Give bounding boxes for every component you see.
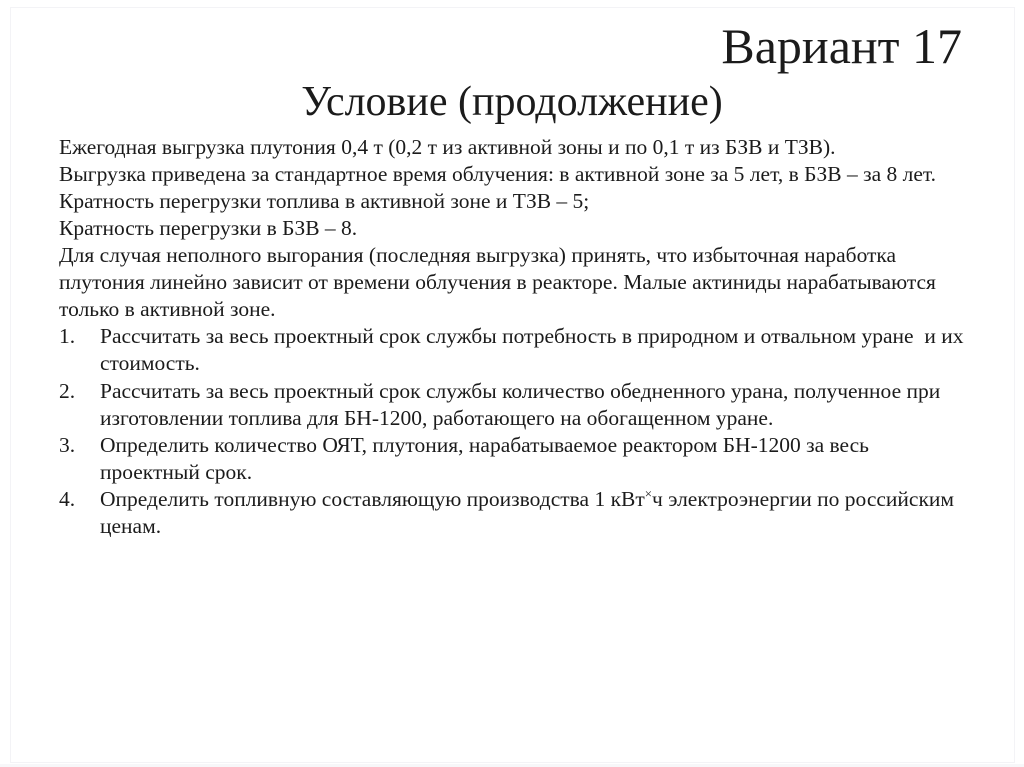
slide-subtitle: Условие (продолжение) xyxy=(301,78,723,125)
task-item xyxy=(59,486,966,540)
task-text: Рассчитать за весь проектный срок службы количество обедненного урана, полученное при изготовлении топлива для БН-1200, работающего на обогащенном уране. xyxy=(100,378,946,430)
task-list xyxy=(59,323,969,540)
task-text: Рассчитать за весь проектный срок службы потребность в природном и отвальном уране и их стоимость. xyxy=(100,324,969,376)
task-item xyxy=(59,323,969,377)
task-number: 3. xyxy=(59,432,76,457)
slide-body xyxy=(59,134,969,540)
paragraph-annual-unload: Ежегодная выгрузка плутония 0,4 т (0,2 т из активной зоны и по 0,1 т из БЗВ и ТЗВ). xyxy=(59,134,836,159)
paragraph-reload-core-tzv: Кратность перегрузки топлива в активной зоне и ТЗВ – 5; xyxy=(59,188,590,213)
paragraph-incomplete-burnup: Для случая неполного выгорания (последняя выгрузка) принять, что избыточная наработка плутония линейно зависит от времени облучения в реакторе. Малые актиниды нарабатываются только в активной зоне. xyxy=(59,243,942,322)
task-item xyxy=(59,378,966,432)
task-number: 4. xyxy=(59,486,76,511)
paragraph-reload-bzv: Кратность перегрузки в БЗВ – 8. xyxy=(59,216,358,241)
paragraph-standard-irradiation: Выгрузка приведена за стандартное время облучения: в активной зоне за 5 лет, в БЗВ – за 8 лет. xyxy=(59,161,937,186)
task-item xyxy=(59,432,966,486)
task-text: Определить количество ОЯТ, плутония, нарабатываемое реактором БН-1200 за весь проектный срок. xyxy=(100,432,875,484)
task-text: Определить топливную составляющую производства 1 кВт×ч электроэнергии по российским ценам. xyxy=(100,486,960,538)
task-number: 2. xyxy=(59,378,76,403)
slide-title: Вариант 17 xyxy=(721,18,962,74)
task-number: 1. xyxy=(59,324,76,349)
